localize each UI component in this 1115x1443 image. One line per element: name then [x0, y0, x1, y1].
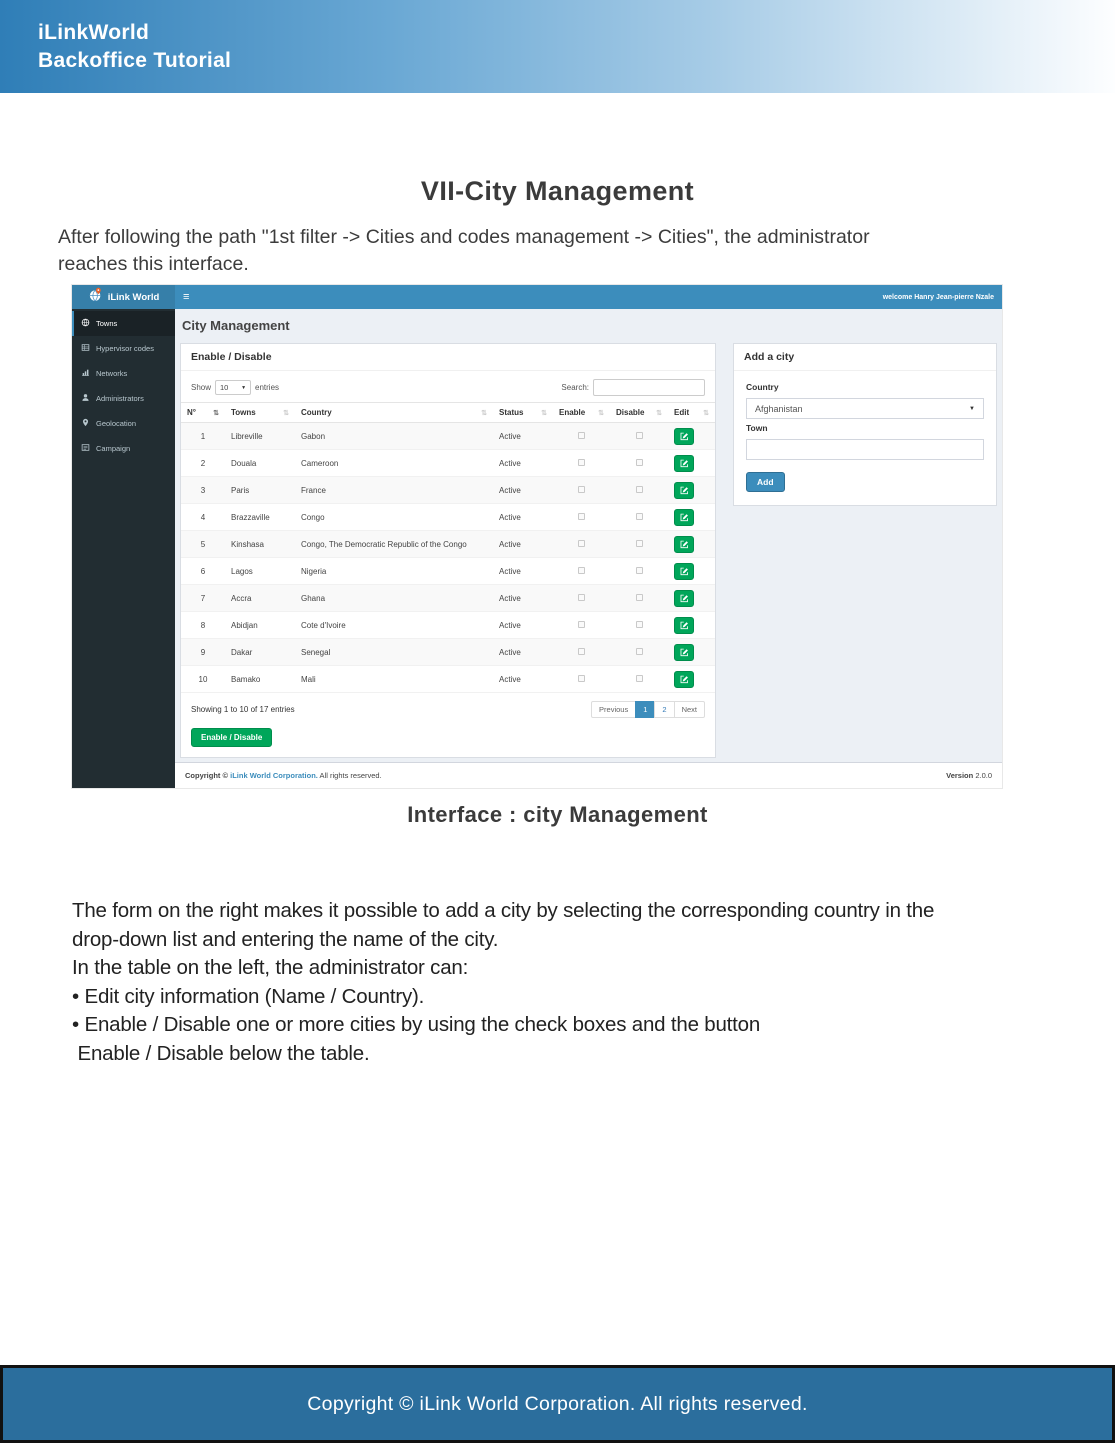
list-icon — [81, 443, 90, 454]
enable-checkbox[interactable] — [578, 486, 585, 493]
row-country: Ghana — [301, 593, 326, 603]
panel-title: Add a city — [734, 344, 996, 371]
document-footer — [0, 1365, 1115, 1443]
town-label: Town — [746, 423, 768, 433]
brand-line-1: iLinkWorld — [38, 21, 150, 44]
row-status: Active — [499, 566, 521, 576]
sidebar-item-networks[interactable] — [72, 361, 175, 386]
add-city-panel — [733, 343, 997, 506]
sidebar-item-label: Hypervisor codes — [96, 344, 154, 353]
enable-disable-panel — [180, 343, 716, 758]
row-town: Libreville — [231, 431, 263, 441]
edit-button[interactable] — [674, 617, 694, 634]
table-row — [181, 477, 715, 504]
chart-icon — [81, 368, 90, 379]
edit-button[interactable] — [674, 509, 694, 526]
row-status: Active — [499, 458, 521, 468]
sidebar-item-geolocation[interactable] — [72, 411, 175, 436]
column-header-disable[interactable]: Disable ⇅ — [616, 408, 662, 417]
row-country: Nigeria — [301, 566, 327, 576]
app-footer — [175, 762, 1002, 788]
content-heading: City Management — [182, 318, 290, 333]
row-number: 9 — [200, 647, 206, 657]
edit-button[interactable] — [674, 590, 694, 607]
body-line: The form on the right makes it possible to add a city by selecting the corresponding country in the — [72, 899, 935, 922]
table-summary: Showing 1 to 10 of 17 entries — [191, 705, 295, 714]
row-town: Kinshasa — [231, 539, 264, 549]
panel-title: Enable / Disable — [181, 344, 715, 371]
edit-pencil-icon — [680, 537, 689, 552]
table-row — [181, 666, 715, 693]
sort-icon: ⇅ — [656, 409, 662, 417]
country-selected-value: Afghanistan — [755, 403, 803, 414]
app-version — [946, 771, 992, 780]
disable-checkbox[interactable] — [636, 513, 643, 520]
column-header-edit[interactable]: Edit ⇅ — [674, 408, 709, 417]
disable-checkbox[interactable] — [636, 675, 643, 682]
row-status: Active — [499, 593, 521, 603]
edit-button[interactable] — [674, 563, 694, 580]
edit-button[interactable] — [674, 428, 694, 445]
edit-button[interactable] — [674, 671, 694, 688]
row-country: Congo — [301, 512, 325, 522]
app-screenshot — [72, 285, 1002, 788]
row-status: Active — [499, 512, 521, 522]
disable-checkbox[interactable] — [636, 540, 643, 547]
pagination-page-1[interactable]: 1 — [635, 701, 655, 718]
sidebar-item-label: Networks — [96, 369, 128, 378]
app-logo[interactable] — [72, 285, 175, 309]
disable-checkbox[interactable] — [636, 486, 643, 493]
row-town: Bamako — [231, 674, 261, 684]
row-country: France — [301, 485, 326, 495]
entries-label: entries — [255, 383, 280, 392]
row-country: Congo, The Democratic Republic of the Congo — [301, 539, 467, 549]
row-status: Active — [499, 620, 521, 630]
sidebar-item-hypervisor-codes[interactable] — [72, 336, 175, 361]
row-town: Dakar — [231, 647, 253, 657]
hamburger-menu-icon[interactable]: ≡ — [183, 290, 190, 303]
page-length-value: 10 — [220, 383, 229, 392]
row-town: Paris — [231, 485, 250, 495]
search-input[interactable] — [593, 379, 705, 396]
table-row — [181, 558, 715, 585]
app-navbar — [175, 285, 1002, 309]
app-brand-text: iLink World — [107, 291, 160, 303]
disable-checkbox[interactable] — [636, 594, 643, 601]
row-number: 6 — [200, 566, 206, 576]
edit-pencil-icon — [680, 483, 689, 498]
sidebar-item-administrators[interactable] — [72, 386, 175, 411]
map-pin-icon — [81, 418, 90, 429]
country-label: Country — [746, 382, 779, 392]
column-header-enable[interactable]: Enable ⇅ — [559, 408, 604, 417]
town-input[interactable] — [746, 439, 984, 460]
enable-checkbox[interactable] — [578, 621, 585, 628]
user-icon — [81, 393, 90, 404]
body-line: drop-down list and entering the name of the city. — [72, 927, 499, 951]
sort-icon: ⇅ — [213, 409, 219, 417]
column-header-towns[interactable]: Towns ⇅ — [231, 408, 289, 417]
column-header-country[interactable]: Country ⇅ — [301, 408, 487, 417]
edit-pencil-icon — [680, 618, 689, 633]
copyright-prefix: Copyright © — [185, 771, 231, 780]
row-number: 2 — [200, 458, 206, 468]
pagination-previous[interactable]: Previous — [591, 701, 636, 718]
edit-pencil-icon — [680, 591, 689, 606]
globe-icon — [81, 318, 90, 329]
intro-line: After following the path "1st filter -> Cities and codes management -> Cities", the administrator — [58, 226, 870, 248]
rights-text: All rights reserved. — [317, 771, 382, 780]
table-row — [181, 531, 715, 558]
enable-checkbox[interactable] — [578, 459, 585, 466]
body-line: In the table on the left, the administrator can: — [72, 956, 469, 979]
enable-checkbox[interactable] — [578, 432, 585, 439]
row-number: 7 — [200, 593, 206, 603]
version-value: 2.0.0 — [973, 771, 992, 780]
enable-checkbox[interactable] — [578, 540, 585, 547]
page-length-select[interactable] — [215, 380, 251, 395]
edit-button[interactable] — [674, 455, 694, 472]
table-controls — [181, 371, 715, 402]
edit-button[interactable] — [674, 644, 694, 661]
sidebar-item-label: Administrators — [96, 394, 144, 403]
disable-checkbox[interactable] — [636, 459, 643, 466]
table-header — [181, 402, 715, 423]
caret-down-icon: ▼ — [241, 384, 247, 391]
edit-pencil-icon — [680, 510, 689, 525]
app-topbar — [72, 285, 1002, 309]
row-country: Mali — [301, 674, 316, 684]
pagination-page-2[interactable]: 2 — [654, 701, 674, 718]
sort-icon: ⇅ — [481, 409, 487, 417]
edit-pencil-icon — [680, 564, 689, 579]
pagination — [591, 701, 705, 718]
search-control — [561, 379, 705, 396]
page-length-control — [191, 380, 279, 395]
globe-pin-logo-icon — [88, 287, 103, 307]
row-town: Brazzaville — [231, 512, 270, 522]
intro-line: reaches this interface. — [58, 253, 249, 275]
company-link[interactable]: iLink World Corporation. — [230, 771, 318, 780]
table-icon — [81, 343, 90, 354]
sort-icon: ⇅ — [598, 409, 604, 417]
table-row — [181, 585, 715, 612]
brand-line-2: Backoffice Tutorial — [38, 49, 232, 72]
row-town: Douala — [231, 458, 257, 468]
row-number: 5 — [200, 539, 206, 549]
row-status: Active — [499, 674, 521, 684]
document-header — [0, 0, 1115, 93]
page-title: VII-City Management — [420, 176, 695, 206]
caret-down-icon: ▼ — [969, 405, 975, 412]
disable-checkbox[interactable] — [636, 621, 643, 628]
row-number: 10 — [198, 674, 208, 684]
row-number: 8 — [200, 620, 206, 630]
table-row — [181, 450, 715, 477]
version-label: Version — [946, 771, 974, 780]
table-body — [181, 423, 715, 693]
edit-button[interactable] — [674, 482, 694, 499]
column-header-number[interactable]: N° ⇅ — [187, 408, 219, 417]
edit-button[interactable] — [674, 536, 694, 553]
show-label: Show — [191, 383, 212, 392]
row-status: Active — [499, 431, 521, 441]
figure-caption: Interface : city Management — [407, 802, 708, 827]
table-row — [181, 639, 715, 666]
enable-checkbox[interactable] — [578, 513, 585, 520]
app-copyright — [185, 771, 382, 780]
disable-checkbox[interactable] — [636, 567, 643, 574]
table-row — [181, 423, 715, 450]
enable-disable-button[interactable]: Enable / Disable — [191, 728, 272, 747]
row-town: Lagos — [231, 566, 253, 576]
enable-checkbox[interactable] — [578, 675, 585, 682]
row-country: Cote d'Ivoire — [301, 620, 346, 630]
sidebar-item-towns[interactable] — [72, 311, 175, 336]
body-line: Enable / Disable below the table. — [72, 1041, 370, 1065]
row-number: 4 — [200, 512, 206, 522]
app-body — [72, 309, 1002, 788]
enable-checkbox[interactable] — [578, 567, 585, 574]
sort-icon: ⇅ — [703, 409, 709, 417]
sidebar-item-label: Geolocation — [96, 419, 137, 428]
sort-icon: ⇅ — [283, 409, 289, 417]
edit-pencil-icon — [680, 456, 689, 471]
body-line: • Enable / Disable one or more cities by using the check boxes and the button — [72, 1013, 761, 1036]
pagination-next[interactable]: Next — [674, 701, 705, 718]
intro-paragraph — [58, 224, 1078, 278]
column-header-status[interactable]: Status ⇅ — [499, 408, 547, 417]
edit-pencil-icon — [680, 672, 689, 687]
country-select[interactable] — [746, 398, 984, 419]
row-country: Cameroon — [301, 458, 339, 468]
enable-checkbox[interactable] — [578, 594, 585, 601]
row-status: Active — [499, 485, 521, 495]
sort-icon: ⇅ — [541, 409, 547, 417]
app-content — [175, 309, 1002, 762]
row-number: 3 — [200, 485, 206, 495]
edit-pencil-icon — [680, 429, 689, 444]
enable-checkbox[interactable] — [578, 648, 585, 655]
row-status: Active — [499, 539, 521, 549]
disable-checkbox[interactable] — [636, 648, 643, 655]
sidebar-item-label: Towns — [96, 319, 118, 328]
add-button[interactable]: Add — [746, 472, 785, 492]
row-town: Accra — [231, 593, 252, 603]
table-row — [181, 612, 715, 639]
row-town: Abidjan — [231, 620, 258, 630]
disable-checkbox[interactable] — [636, 432, 643, 439]
sidebar-item-campaign[interactable] — [72, 436, 175, 461]
row-number: 1 — [200, 431, 206, 441]
document-footer-text: Copyright © iLink World Corporation. All rights reserved. — [307, 1392, 808, 1415]
body-line: • Edit city information (Name / Country). — [72, 984, 425, 1008]
welcome-user-text[interactable]: welcome Hanry Jean-pierre Nzale — [882, 293, 994, 301]
sidebar-item-label: Campaign — [96, 444, 131, 453]
edit-pencil-icon — [680, 645, 689, 660]
row-country: Senegal — [301, 647, 331, 657]
row-country: Gabon — [301, 431, 326, 441]
table-footer — [181, 693, 715, 722]
search-label: Search: — [561, 383, 589, 392]
table-row — [181, 504, 715, 531]
row-status: Active — [499, 647, 521, 657]
app-sidebar — [72, 309, 175, 788]
body-paragraph — [72, 897, 1067, 1068]
